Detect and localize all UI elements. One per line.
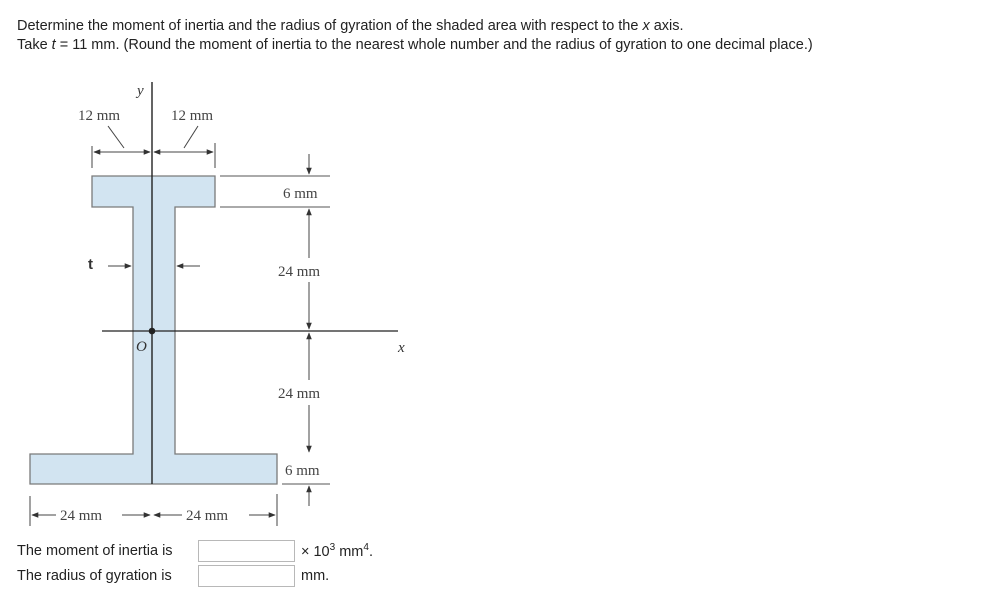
bottom-left-dim-label: 24 mm	[60, 508, 103, 524]
moment-of-inertia-unit	[301, 542, 373, 560]
radius-of-gyration-row	[17, 563, 373, 588]
radius-of-gyration-unit: mm.	[301, 567, 330, 584]
t-dim-label: t	[88, 256, 93, 273]
moment-of-inertia-input[interactable]	[198, 540, 295, 562]
bottom-right-dim-label: 24 mm	[186, 508, 229, 524]
unit-text: mm	[335, 543, 364, 560]
radius-of-gyration-input[interactable]	[198, 565, 295, 587]
problem-text: Determine the moment of inertia and the radius of gyration of the shaded area with respect to the	[17, 18, 643, 34]
origin-label: O	[136, 339, 147, 355]
problem-text: = 11 mm. (Round the moment of inertia to the nearest whole number and the radius of gyration to one decimal place.)	[55, 37, 813, 53]
unit-exponent: 3	[329, 541, 336, 553]
origin-point	[149, 328, 156, 335]
top-right-dim-label: 12 mm	[171, 108, 214, 124]
y-axis-label: y	[137, 83, 144, 99]
top-flange-dim-label: 6 mm	[283, 186, 318, 202]
top-right-leader	[184, 126, 198, 148]
problem-text: Take	[17, 37, 52, 53]
unit-exponent: 4	[363, 541, 369, 553]
top-left-dim-label: 12 mm	[78, 108, 121, 124]
bottom-flange-dim-label: 6 mm	[285, 463, 320, 479]
radius-of-gyration-label: The radius of gyration is	[17, 567, 172, 584]
problem-text: axis.	[649, 18, 684, 34]
answer-section	[17, 538, 373, 588]
unit-text: × 10	[301, 543, 330, 560]
t-variable: t	[51, 37, 56, 53]
moment-of-inertia-row	[17, 538, 373, 563]
top-left-leader	[108, 126, 124, 148]
lower-web-dim-label: 24 mm	[278, 386, 321, 402]
unit-text: .	[368, 543, 373, 560]
moment-of-inertia-label: The moment of inertia is	[17, 542, 173, 559]
x-variable: x	[642, 18, 650, 34]
x-axis-label: x	[398, 340, 405, 356]
upper-web-dim-label: 24 mm	[278, 264, 321, 280]
